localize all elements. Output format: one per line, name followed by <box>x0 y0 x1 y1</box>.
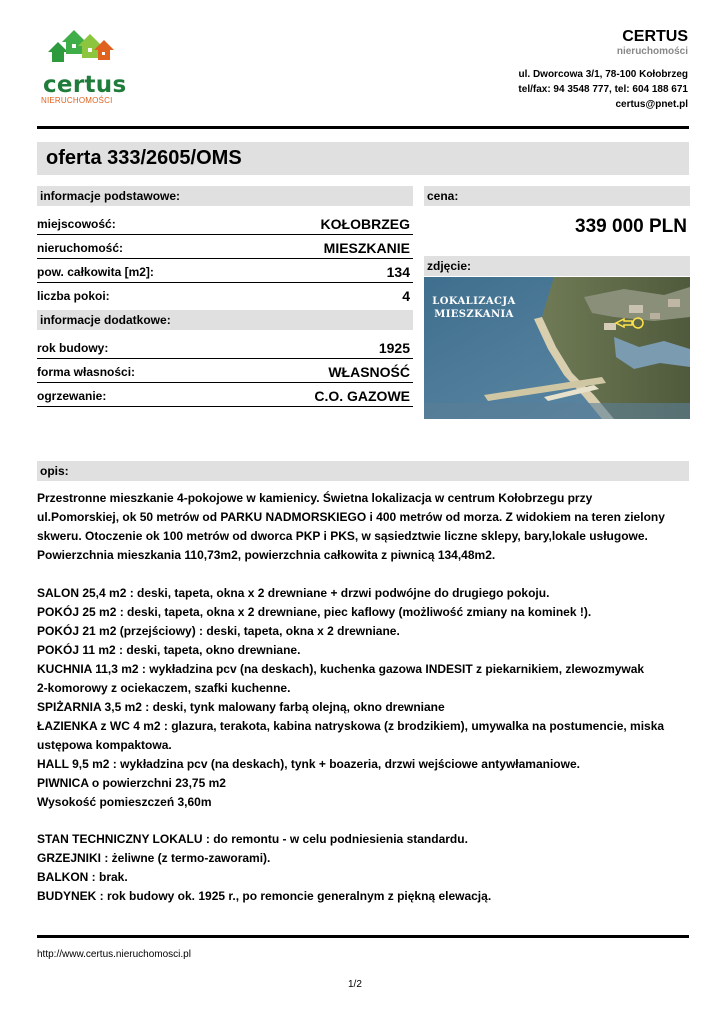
description-line: POKÓJ 21 m2 (przejściowy) : deski, tapeta, okna x 2 drewniane. <box>37 624 400 638</box>
price-heading-label: cena: <box>427 189 459 203</box>
description-line: BALKON : brak. <box>37 870 128 884</box>
description-line: KUCHNIA 11,3 m2 : wykładzina pcv (na deskach), kuchenka gazowa INDESIT z piekarnikiem, zlewozmywak <box>37 662 645 676</box>
info-value: 134 <box>386 264 410 280</box>
info-row-area <box>37 259 413 283</box>
description-line: Przestronne mieszkanie 4-pokojowe w kamienicy. Świetna lokalizacja w centrum Kołobrzegu przy <box>37 491 593 505</box>
description-line: HALL 9,5 m2 : wykładzina pcv (na deskach), tynk + boazeria, drzwi wejściowe antywłamaniowe. <box>37 757 580 771</box>
description-line: SALON 25,4 m2 : deski, tapeta, okna x 2 drewniane + drzwi podwójne do drugiego pokoju. <box>37 586 550 600</box>
info-row-heating <box>37 383 413 407</box>
photo-heading-label: zdjęcie: <box>427 259 472 273</box>
logo-text: certus <box>43 72 127 98</box>
offer-title: oferta 333/2605/OMS <box>46 147 242 169</box>
info-row-property <box>37 235 413 259</box>
description-line: Powierzchnia mieszkania 110,73m2, powierzchnia całkowita z piwnicą 134,48m2. <box>37 548 496 562</box>
description-line: STAN TECHNICZNY LOKALU : do remontu - w celu podniesienia standardu. <box>37 832 468 846</box>
info-row-rooms <box>37 283 413 306</box>
description-line: Wysokość pomieszczeń 3,60m <box>37 795 212 809</box>
footer-url-link[interactable]: http://www.certus.nieruchomosci.pl <box>37 949 191 960</box>
info-label: miejscowość: <box>37 217 116 231</box>
info-label: rok budowy: <box>37 341 109 355</box>
basic-info-heading <box>37 186 413 206</box>
header-divider <box>37 126 689 129</box>
description-line: GRZEJNIKI : żeliwne (z termo-zaworami). <box>37 851 271 865</box>
description-line: SPIŻARNIA 3,5 m2 : deski, tynk malowany farbą olejną, okno drewniane <box>37 700 445 714</box>
info-value: 4 <box>402 288 410 304</box>
description-line: ustępowa kompaktowa. <box>37 738 172 752</box>
basic-info-heading-label: informacje podstawowe: <box>40 189 181 203</box>
company-subtitle: nieruchomości <box>616 46 688 57</box>
description-line: POKÓJ 11 m2 : deski, tapeta, okno drewniane. <box>37 643 301 657</box>
info-value: C.O. GAZOWE <box>314 388 410 404</box>
company-name: CERTUS <box>622 28 688 45</box>
company-email[interactable]: certus@pnet.pl <box>615 99 688 110</box>
description-paragraph-1 <box>37 489 689 565</box>
description-line: PIWNICA o powierzchni 23,75 m2 <box>37 776 226 790</box>
photo-heading <box>424 256 690 276</box>
photo-label-line2: MIESZKANIA <box>434 309 514 320</box>
info-value: WŁASNOŚĆ <box>328 364 410 380</box>
footer-divider <box>37 935 689 938</box>
info-label: ogrzewanie: <box>37 389 107 403</box>
info-row-year <box>37 335 413 359</box>
description-heading <box>37 461 689 481</box>
info-value: 1925 <box>378 340 410 356</box>
description-line: 2-komorowy z ociekaczem, szafki kuchenne. <box>37 681 291 695</box>
info-label: nieruchomość: <box>37 241 124 255</box>
price-heading <box>424 186 690 206</box>
description-paragraph-3 <box>37 830 689 906</box>
info-row-city <box>37 211 413 235</box>
photo-label <box>429 295 519 321</box>
description-line: POKÓJ 25 m2 : deski, tapeta, okna x 2 drewniane, piec kaflowy (możliwość zmiany na kominek !). <box>37 605 592 619</box>
additional-info-heading-label: informacje dodatkowe: <box>40 313 171 327</box>
company-address: ul. Dworcowa 3/1, 78-100 Kołobrzeg <box>518 69 688 80</box>
info-value: MIESZKANIE <box>323 240 410 256</box>
offer-title-bar <box>37 142 689 175</box>
location-photo[interactable] <box>424 277 690 419</box>
logo-houses-icon <box>38 24 128 74</box>
price-value: 339 000 PLN <box>575 216 687 237</box>
photo-label-line1: LOKALIZACJA <box>432 296 516 307</box>
description-line: ul.Pomorskiej, ok 50 metrów od PARKU NADMORSKIEGO i 400 metrów od morza. Z widokiem na teren zielony <box>37 510 665 524</box>
description-line: BUDYNEK : rok budowy ok. 1925 r., po remoncie generalnym z piękną elewacją. <box>37 889 492 903</box>
page-number: 1/2 <box>348 979 362 990</box>
info-label: forma własności: <box>37 365 136 379</box>
description-line: skweru. Otoczenie ok 100 metrów od dworca PKP i PKS, w sąsiedztwie liczne sklepy, bary,lokale usługowe. <box>37 529 648 543</box>
additional-info-heading <box>37 310 413 330</box>
info-row-ownership <box>37 359 413 383</box>
description-line: ŁAZIENKA z WC 4 m2 : glazura, terakota, kabina natryskowa (z brodzikiem), umywalka na postumencie, miska <box>37 719 665 733</box>
info-label: pow. całkowita [m2]: <box>37 265 154 279</box>
info-value: KOŁOBRZEG <box>320 216 410 232</box>
logo-subtext: NIERUCHOMOŚCI <box>41 96 113 105</box>
description-paragraph-2 <box>37 584 689 812</box>
description-heading-label: opis: <box>40 464 69 478</box>
info-label: liczba pokoi: <box>37 289 110 303</box>
company-phones: tel/fax: 94 3548 777, tel: 604 188 671 <box>518 84 688 95</box>
